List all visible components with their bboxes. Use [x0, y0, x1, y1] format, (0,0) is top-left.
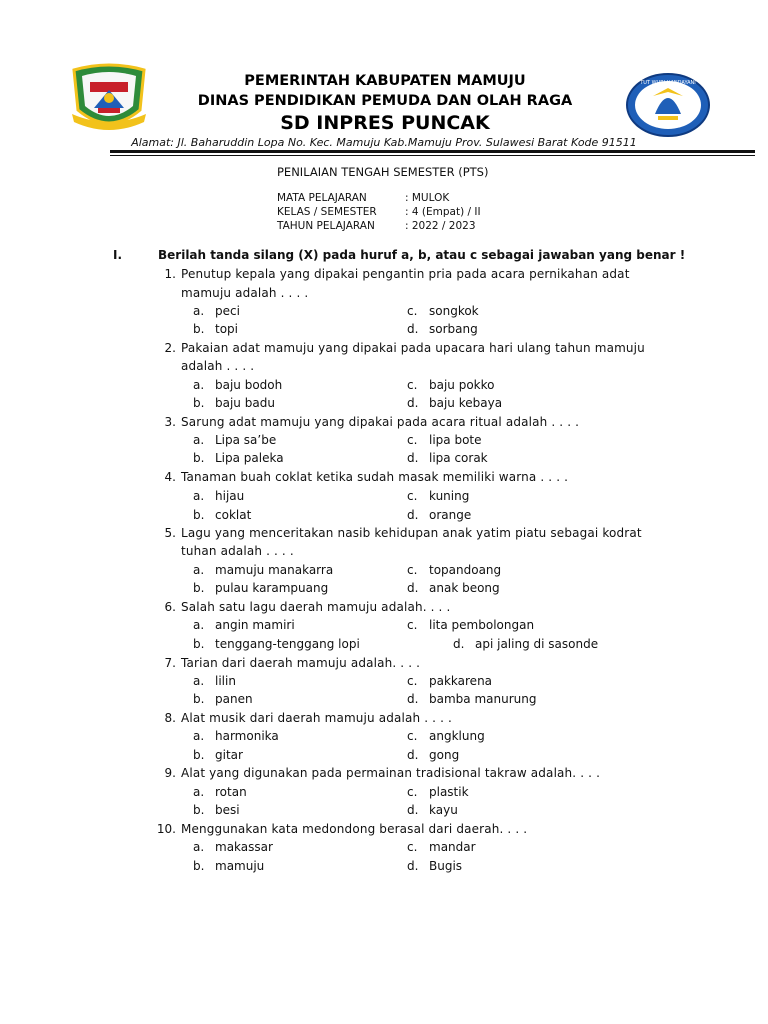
option-b: b. mamuju [193, 859, 265, 873]
header-divider-thick [110, 150, 755, 153]
option-text: Lipa sa’be [215, 433, 277, 447]
info-value: : 2022 / 2023 [405, 220, 476, 232]
kabupaten-mamuju-logo [68, 62, 150, 134]
question-text: mamuju adalah . . . . [181, 286, 309, 300]
option-text: gong [429, 748, 460, 762]
option-text: tenggang-tenggang lopi [215, 637, 360, 651]
option-text: plastik [429, 785, 469, 799]
option-a: a. peci [193, 304, 240, 318]
question-number: 4. [164, 470, 176, 484]
header-school-name: SD INPRES PUNCAK [280, 112, 490, 134]
info-label: KELAS / SEMESTER [277, 206, 377, 218]
option-c: c. lipa bote [407, 433, 482, 447]
option-c: c. baju pokko [407, 378, 495, 392]
option-b: b. gitar [193, 748, 243, 762]
option-text: Bugis [429, 859, 463, 873]
option-b: b. tenggang-tenggang lopi [193, 637, 360, 651]
option-a: a. baju bodoh [193, 378, 283, 392]
option-text: topi [215, 322, 238, 336]
option-text: sorbang [429, 322, 478, 336]
question-text: Sarung adat mamuju yang dipakai pada acara ritual adalah . . . . [181, 415, 580, 429]
info-value: : MULOK [405, 192, 450, 204]
option-text: rotan [215, 785, 247, 799]
question-text: Tarian dari daerah mamuju adalah. . . . [181, 656, 421, 670]
option-b: b. baju badu [193, 396, 275, 410]
option-a: a. harmonika [193, 729, 279, 743]
option-c: c. pakkarena [407, 674, 493, 688]
option-d: d. orange [407, 508, 472, 522]
option-text: kuning [429, 489, 470, 503]
option-text: pulau karampuang [215, 581, 329, 595]
question-text: tuhan adalah . . . . [181, 544, 294, 558]
tut-wuri-handayani-logo [625, 72, 711, 138]
option-text: bamba manurung [429, 692, 537, 706]
info-value: : 4 (Empat) / II [405, 206, 481, 218]
option-d: d. gong [407, 748, 460, 762]
option-text: peci [215, 304, 240, 318]
question-number: 3. [164, 415, 176, 429]
option-d: d. kayu [407, 803, 458, 817]
option-text: besi [215, 803, 240, 817]
option-a: a. rotan [193, 785, 247, 799]
option-a: a. Lipa sa’be [193, 433, 277, 447]
option-c: c. topandoang [407, 563, 502, 577]
header-divider-thin [110, 155, 755, 156]
option-text: baju badu [215, 396, 275, 410]
option-b: b. panen [193, 692, 253, 706]
logo-motto-text: TUT WURI HANDAYANI [640, 80, 696, 86]
option-text: Lipa paleka [215, 451, 284, 465]
info-label: TAHUN PELAJARAN [277, 220, 375, 232]
section-instruction: Berilah tanda silang (X) pada huruf a, b, atau c sebagai jawaban yang benar ! [158, 248, 686, 262]
option-text: angklung [429, 729, 485, 743]
option-b: b. coklat [193, 508, 252, 522]
question-text: Lagu yang menceritakan nasib kehidupan anak yatim piatu sebagai kodrat [181, 526, 642, 540]
option-b: b. pulau karampuang [193, 581, 329, 595]
option-text: pakkarena [429, 674, 493, 688]
option-text: lilin [215, 674, 236, 688]
question-number: 10. [156, 822, 176, 836]
option-d: d. api jaling di sasonde [453, 637, 599, 651]
option-text: baju kebaya [429, 396, 503, 410]
question-number: 9. [164, 766, 176, 780]
option-text: mamuju manakarra [215, 563, 334, 577]
option-text: kayu [429, 803, 458, 817]
option-d: d. lipa corak [407, 451, 488, 465]
question-number: 5. [164, 526, 176, 540]
option-d: d. sorbang [407, 322, 478, 336]
option-a: a. lilin [193, 674, 236, 688]
option-b: b. topi [193, 322, 238, 336]
option-c: c. plastik [407, 785, 469, 799]
option-d: d. baju kebaya [407, 396, 503, 410]
info-label: MATA PELAJARAN [277, 192, 367, 204]
question-text: Menggunakan kata medondong berasal dari daerah. . . . [181, 822, 528, 836]
option-text: orange [429, 508, 472, 522]
option-a: a. makassar [193, 840, 273, 854]
question-number: 8. [164, 711, 176, 725]
header-government: PEMERINTAH KABUPATEN MAMUJU [244, 73, 526, 89]
exam-title: PENILAIAN TENGAH SEMESTER (PTS) [277, 165, 489, 179]
option-text: anak beong [429, 581, 500, 595]
option-text: api jaling di sasonde [475, 637, 599, 651]
question-text: Alat yang digunakan pada permainan tradisional takraw adalah. . . . [181, 766, 601, 780]
option-text: coklat [215, 508, 252, 522]
option-text: mandar [429, 840, 476, 854]
option-a: a. angin mamiri [193, 618, 295, 632]
option-a: a. hijau [193, 489, 245, 503]
option-text: songkok [429, 304, 479, 318]
option-text: mamuju [215, 859, 265, 873]
question-text: Pakaian adat mamuju yang dipakai pada upacara hari ulang tahun mamuju [181, 341, 645, 355]
header-department: DINAS PENDIDIKAN PEMUDA DAN OLAH RAGA [197, 93, 573, 109]
question-text: Alat musik dari daerah mamuju adalah . . . . [181, 711, 452, 725]
option-text: harmonika [215, 729, 279, 743]
question-number: 2. [164, 341, 176, 355]
question-text: Penutup kepala yang dipakai pengantin pria pada acara pernikahan adat [181, 267, 630, 281]
school-address: Alamat: Jl. Baharuddin Lopa No. Kec. Mamuju Kab.Mamuju Prov. Sulawesi Barat Kode 91511 [131, 136, 637, 149]
option-text: angin mamiri [215, 618, 295, 632]
option-b: b. besi [193, 803, 240, 817]
option-text: baju pokko [429, 378, 495, 392]
option-text: lipa bote [429, 433, 482, 447]
option-text: baju bodoh [215, 378, 283, 392]
question-number: 7. [164, 656, 176, 670]
option-text: gitar [215, 748, 243, 762]
question-text: Salah satu lagu daerah mamuju adalah. . . . [181, 600, 451, 614]
option-a: a. mamuju manakarra [193, 563, 334, 577]
option-text: panen [215, 692, 253, 706]
option-text: topandoang [429, 563, 502, 577]
section-number: I. [113, 248, 123, 262]
option-text: makassar [215, 840, 273, 854]
question-text: Tanaman buah coklat ketika sudah masak memiliki warna . . . . [181, 470, 569, 484]
option-c: c. kuning [407, 489, 470, 503]
question-number: 6. [164, 600, 176, 614]
option-d: d. anak beong [407, 581, 500, 595]
option-c: c. songkok [407, 304, 479, 318]
option-c: c. mandar [407, 840, 476, 854]
option-c: c. lita pembolongan [407, 618, 535, 632]
option-d: d. bamba manurung [407, 692, 537, 706]
option-text: lita pembolongan [429, 618, 535, 632]
option-c: c. angklung [407, 729, 485, 743]
option-d: d. Bugis [407, 859, 463, 873]
option-text: hijau [215, 489, 245, 503]
question-text: adalah . . . . [181, 359, 255, 373]
option-b: b. Lipa paleka [193, 451, 284, 465]
option-text: lipa corak [429, 451, 488, 465]
question-number: 1. [164, 267, 176, 281]
